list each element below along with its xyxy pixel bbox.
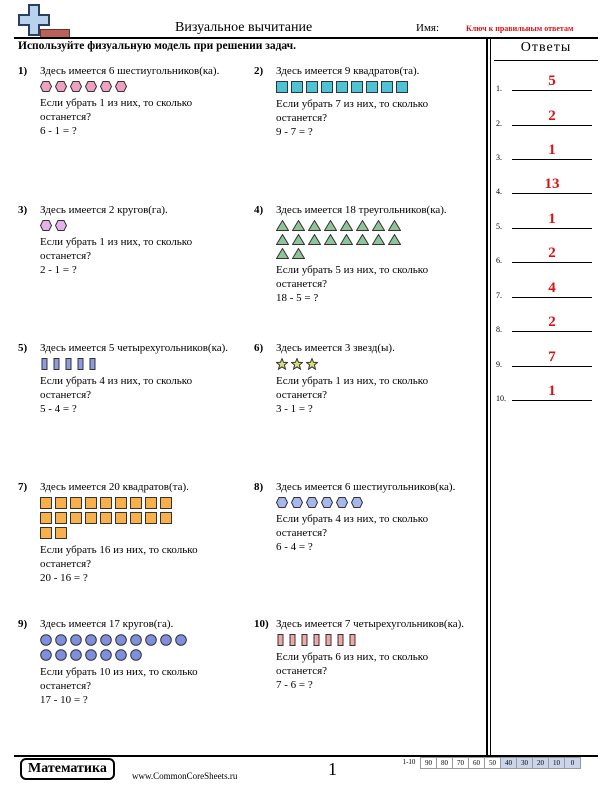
shape-model xyxy=(40,497,180,539)
answer-row xyxy=(496,176,596,196)
answer-number: 10. xyxy=(496,394,506,403)
answer-line xyxy=(512,331,592,332)
site-url: www.CommonCoreSheets.ru xyxy=(132,771,238,781)
problem-expression: 7 - 6 = ? xyxy=(276,679,313,691)
problem-2 xyxy=(254,64,476,139)
square-shape-icon xyxy=(55,512,67,524)
rect-shape-icon xyxy=(52,358,61,370)
hexagon-shape-icon xyxy=(336,497,348,508)
score-cell: 60 xyxy=(468,757,485,769)
hexagon-shape-icon xyxy=(291,497,303,508)
problem-question: Если убрать 1 из них, то сколько останется? xyxy=(40,97,193,123)
square-shape-icon xyxy=(70,512,82,524)
answer-value: 4 xyxy=(548,280,556,296)
page-number: 1 xyxy=(328,759,337,779)
square-shape-icon xyxy=(130,497,142,509)
score-cell: 0 xyxy=(564,757,581,769)
shape-model xyxy=(276,220,416,259)
answer-value: 13 xyxy=(544,176,560,192)
answer-value: 7 xyxy=(548,349,556,365)
answer-line xyxy=(512,297,592,298)
square-shape-icon xyxy=(145,497,157,509)
answer-line xyxy=(512,228,592,229)
hexagon-shape-icon xyxy=(55,81,67,92)
hexagon-shape-icon xyxy=(351,497,363,508)
problem-question: Если убрать 10 из них, то сколько останется? xyxy=(40,666,198,692)
problem-intro: Здесь имеется 17 кругов(га). xyxy=(40,618,174,630)
problem-expression: 3 - 1 = ? xyxy=(276,403,313,415)
rect-shape-icon xyxy=(324,634,333,646)
triangle-shape-icon xyxy=(340,220,353,231)
hexagon-shape-icon xyxy=(100,81,112,92)
answer-number: 8. xyxy=(496,325,502,334)
answer-value: 1 xyxy=(548,142,556,158)
triangle-shape-icon xyxy=(276,234,289,245)
square-shape-icon xyxy=(70,497,82,509)
problem-number: 7) xyxy=(18,481,28,493)
problem-question: Если убрать 5 из них, то сколько останется? xyxy=(276,264,429,290)
circle-shape-icon xyxy=(55,649,67,661)
circle-shape-icon xyxy=(115,634,127,646)
triangle-shape-icon xyxy=(372,220,385,231)
shape-model xyxy=(40,220,245,231)
problem-intro: Здесь имеется 2 кругов(га). xyxy=(40,204,168,216)
hexagon-shape-icon xyxy=(40,81,52,92)
triangle-shape-icon xyxy=(292,234,305,245)
problem-intro: Здесь имеется 5 четырехугольников(ка). xyxy=(40,342,229,354)
shape-model xyxy=(40,81,245,92)
shape-model xyxy=(40,634,190,661)
problem-intro: Здесь имеется 9 квадратов(та). xyxy=(276,65,420,77)
square-shape-icon xyxy=(85,497,97,509)
page-title: Визуальное вычитание xyxy=(175,20,313,35)
square-shape-icon xyxy=(115,497,127,509)
answer-row xyxy=(496,73,596,93)
circle-shape-icon xyxy=(130,649,142,661)
rect-shape-icon xyxy=(64,358,73,370)
problem-expression: 20 - 16 = ? xyxy=(40,572,88,584)
problem-number: 6) xyxy=(254,342,264,354)
rect-shape-icon xyxy=(312,634,321,646)
circle-shape-icon xyxy=(40,634,52,646)
column-divider xyxy=(486,37,488,755)
hexagon-shape-icon xyxy=(276,497,288,508)
answer-number: 9. xyxy=(496,360,502,369)
shape-model xyxy=(276,497,476,508)
answer-value: 1 xyxy=(548,211,556,227)
square-shape-icon xyxy=(366,81,378,93)
answer-number: 6. xyxy=(496,256,502,265)
circle-shape-icon xyxy=(175,634,187,646)
hexagon-shape-icon xyxy=(306,497,318,508)
problem-expression: 6 - 4 = ? xyxy=(276,541,313,553)
triangle-shape-icon xyxy=(324,234,337,245)
square-shape-icon xyxy=(336,81,348,93)
score-cell: 20 xyxy=(532,757,549,769)
answer-row xyxy=(496,280,596,300)
answer-row xyxy=(496,245,596,265)
answer-number: 4. xyxy=(496,187,502,196)
answers-divider xyxy=(494,60,598,61)
hexagon-shape-icon xyxy=(321,497,333,508)
circle-shape-icon xyxy=(115,649,127,661)
rect-shape-icon xyxy=(76,358,85,370)
answer-line xyxy=(512,193,592,194)
square-shape-icon xyxy=(276,81,288,93)
problem-number: 1) xyxy=(18,65,28,77)
score-cell: 40 xyxy=(500,757,517,769)
triangle-shape-icon xyxy=(324,220,337,231)
problem-expression: 9 - 7 = ? xyxy=(276,126,313,138)
rect-shape-icon xyxy=(348,634,357,646)
answer-key-label: Ключ к правильным ответам xyxy=(466,24,574,33)
rect-shape-icon xyxy=(276,634,285,646)
triangle-shape-icon xyxy=(388,234,401,245)
answer-line xyxy=(512,125,592,126)
answer-row xyxy=(496,142,596,162)
hexagon-shape-icon xyxy=(40,220,52,231)
problem-intro: Здесь имеется 20 квадратов(та). xyxy=(40,481,189,493)
answer-line xyxy=(512,366,592,367)
shape-model xyxy=(40,358,245,370)
star-shape-icon xyxy=(291,358,303,370)
square-shape-icon xyxy=(40,527,52,539)
triangle-shape-icon xyxy=(292,220,305,231)
star-shape-icon xyxy=(306,358,318,370)
problem-expression: 6 - 1 = ? xyxy=(40,125,77,137)
problem-8 xyxy=(254,480,476,554)
answer-line xyxy=(512,90,592,91)
triangle-shape-icon xyxy=(276,248,289,259)
problem-expression: 17 - 10 = ? xyxy=(40,694,88,706)
hexagon-shape-icon xyxy=(115,81,127,92)
answer-number: 7. xyxy=(496,291,502,300)
problem-question: Если убрать 1 из них, то сколько останется? xyxy=(40,236,193,262)
problem-expression: 18 - 5 = ? xyxy=(276,292,319,304)
answer-number: 3. xyxy=(496,153,502,162)
score-scale-label: 1-10 xyxy=(402,758,416,766)
triangle-shape-icon xyxy=(340,234,353,245)
rect-shape-icon xyxy=(300,634,309,646)
problem-intro: Здесь имеется 3 звезд(ы). xyxy=(276,342,395,354)
answer-line xyxy=(512,262,592,263)
answers-title: Ответы xyxy=(520,40,572,55)
answer-number: 1. xyxy=(496,84,502,93)
rect-shape-icon xyxy=(88,358,97,370)
problem-intro: Здесь имеется 6 шестиугольников(ка). xyxy=(276,481,456,493)
circle-shape-icon xyxy=(100,634,112,646)
answer-row xyxy=(496,314,596,334)
square-shape-icon xyxy=(100,512,112,524)
square-shape-icon xyxy=(145,512,157,524)
triangle-shape-icon xyxy=(388,220,401,231)
problem-7 xyxy=(18,480,245,585)
problem-3 xyxy=(18,203,245,277)
problem-number: 8) xyxy=(254,481,264,493)
column-divider-inner xyxy=(490,37,491,755)
star-shape-icon xyxy=(276,358,288,370)
problem-question: Если убрать 4 из них, то сколько останется? xyxy=(276,513,429,539)
shape-model xyxy=(276,81,476,93)
score-cell: 10 xyxy=(548,757,565,769)
circle-shape-icon xyxy=(160,634,172,646)
answer-number: 5. xyxy=(496,222,502,231)
circle-shape-icon xyxy=(145,634,157,646)
problem-number: 10) xyxy=(254,618,269,630)
square-shape-icon xyxy=(160,512,172,524)
circle-shape-icon xyxy=(40,649,52,661)
answer-line xyxy=(512,159,592,160)
answer-value: 2 xyxy=(548,245,556,261)
circle-shape-icon xyxy=(85,634,97,646)
problem-6 xyxy=(254,341,476,416)
problem-number: 3) xyxy=(18,204,28,216)
shape-model xyxy=(276,358,476,370)
square-shape-icon xyxy=(100,497,112,509)
hexagon-shape-icon xyxy=(70,81,82,92)
triangle-shape-icon xyxy=(372,234,385,245)
triangle-shape-icon xyxy=(292,248,305,259)
score-cell: 80 xyxy=(436,757,453,769)
name-label: Имя: xyxy=(416,22,440,34)
hexagon-shape-icon xyxy=(85,81,97,92)
problem-5 xyxy=(18,341,245,416)
problem-1 xyxy=(18,64,245,138)
circle-shape-icon xyxy=(70,649,82,661)
score-scale xyxy=(398,757,581,769)
triangle-shape-icon xyxy=(356,234,369,245)
instructions: Используйте физуальную модель при решении задач. xyxy=(18,40,297,52)
score-cell: 30 xyxy=(516,757,533,769)
triangle-shape-icon xyxy=(276,220,289,231)
rect-shape-icon xyxy=(288,634,297,646)
square-shape-icon xyxy=(115,512,127,524)
square-shape-icon xyxy=(396,81,408,93)
header-divider xyxy=(14,37,598,39)
problem-question: Если убрать 16 из них, то сколько останется? xyxy=(40,544,198,570)
problem-9 xyxy=(18,617,245,707)
answer-row xyxy=(496,383,596,403)
problem-intro: Здесь имеется 6 шестиугольников(ка). xyxy=(40,65,220,77)
answer-row xyxy=(496,349,596,369)
problem-expression: 2 - 1 = ? xyxy=(40,264,77,276)
answer-line xyxy=(512,400,592,401)
problem-10 xyxy=(254,617,476,692)
problem-4 xyxy=(254,203,476,305)
circle-shape-icon xyxy=(55,634,67,646)
answer-number: 2. xyxy=(496,119,502,128)
score-cell: 70 xyxy=(452,757,469,769)
answer-value: 5 xyxy=(548,73,556,89)
problem-number: 4) xyxy=(254,204,264,216)
square-shape-icon xyxy=(40,497,52,509)
answer-value: 2 xyxy=(548,108,556,124)
circle-shape-icon xyxy=(100,649,112,661)
brand-badge: Математика xyxy=(20,758,115,780)
square-shape-icon xyxy=(306,81,318,93)
hexagon-shape-icon xyxy=(55,220,67,231)
circle-shape-icon xyxy=(130,634,142,646)
circle-shape-icon xyxy=(70,634,82,646)
problem-number: 2) xyxy=(254,65,264,77)
square-shape-icon xyxy=(130,512,142,524)
problem-intro: Здесь имеется 18 треугольников(ка). xyxy=(276,204,447,216)
answer-value: 1 xyxy=(548,383,556,399)
triangle-shape-icon xyxy=(356,220,369,231)
triangle-shape-icon xyxy=(308,220,321,231)
circle-shape-icon xyxy=(85,649,97,661)
score-cell: 50 xyxy=(484,757,501,769)
square-shape-icon xyxy=(291,81,303,93)
square-shape-icon xyxy=(85,512,97,524)
problem-question: Если убрать 4 из них, то сколько останется? xyxy=(40,375,193,401)
problem-question: Если убрать 1 из них, то сколько останется? xyxy=(276,375,429,401)
problem-number: 5) xyxy=(18,342,28,354)
problem-question: Если убрать 7 из них, то сколько останется? xyxy=(276,98,429,124)
rect-shape-icon xyxy=(40,358,49,370)
score-cell: 90 xyxy=(420,757,437,769)
square-shape-icon xyxy=(351,81,363,93)
answer-row xyxy=(496,108,596,128)
problem-question: Если убрать 6 из них, то сколько останется? xyxy=(276,651,429,677)
problem-number: 9) xyxy=(18,618,28,630)
problem-expression: 5 - 4 = ? xyxy=(40,403,77,415)
shape-model xyxy=(276,634,476,646)
answer-row xyxy=(496,211,596,231)
square-shape-icon xyxy=(381,81,393,93)
square-shape-icon xyxy=(55,527,67,539)
square-shape-icon xyxy=(55,497,67,509)
square-shape-icon xyxy=(321,81,333,93)
triangle-shape-icon xyxy=(308,234,321,245)
square-shape-icon xyxy=(40,512,52,524)
problem-intro: Здесь имеется 7 четырехугольников(ка). xyxy=(276,618,465,630)
answer-value: 2 xyxy=(548,314,556,330)
square-shape-icon xyxy=(160,497,172,509)
rect-shape-icon xyxy=(336,634,345,646)
